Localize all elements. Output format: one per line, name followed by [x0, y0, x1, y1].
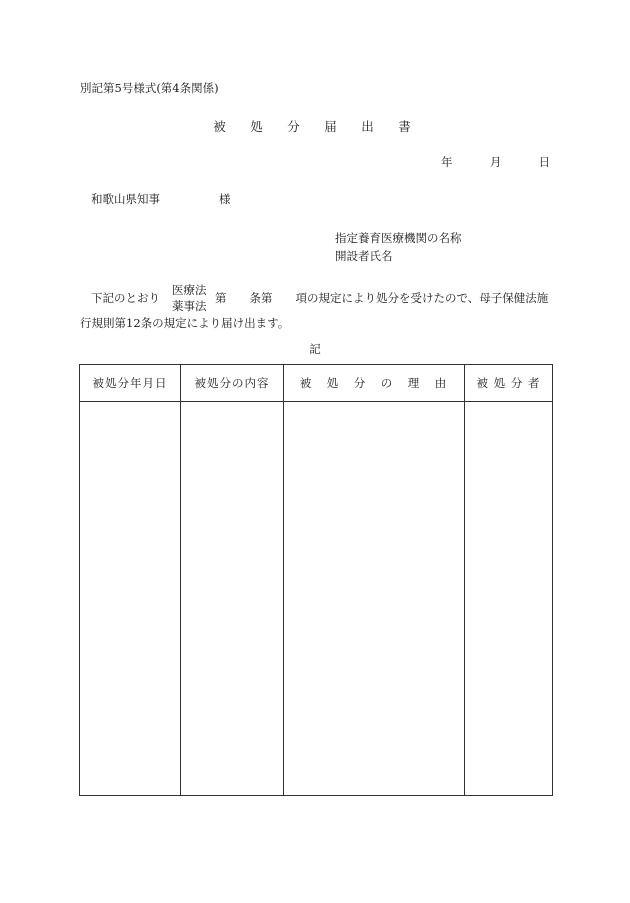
form-number: 別記第5号様式(第4条関係): [80, 81, 219, 95]
header-disposed-person: 被 処 分 者: [465, 365, 553, 402]
header-disposition-reason: 被 処 分 の 理 由: [284, 365, 465, 402]
cell-content[interactable]: [181, 402, 284, 796]
addressee-honorific: 様: [219, 192, 231, 206]
law-option-pharma: 薬事法: [172, 299, 207, 313]
cell-date[interactable]: [80, 402, 181, 796]
header-disposition-content: 被処分の内容: [181, 365, 284, 402]
body-prefix: 下記のとおり: [91, 291, 160, 305]
cell-reason[interactable]: [284, 402, 465, 796]
header-disposition-date: 被処分年月日: [80, 365, 181, 402]
body-text-line-1: 第 条第 項の規定により処分を受けたので、母子保健法施: [215, 291, 549, 305]
table-row: [80, 402, 553, 796]
table-header-row: [80, 365, 553, 402]
addressee-name: 和歌山県知事: [91, 192, 160, 206]
day-label: 日: [538, 155, 551, 169]
founder-name-label: 開設者氏名: [335, 249, 393, 263]
ki-heading: 記: [309, 342, 321, 356]
disposition-table: [79, 364, 553, 796]
year-label: 年: [441, 155, 453, 169]
month-label: 月: [489, 155, 502, 169]
institution-name-label: 指定養育医療機関の名称: [335, 231, 462, 245]
document-title: [0, 121, 630, 134]
body-text-line-2: 行規則第12条の規定により届け出ます。: [80, 316, 290, 330]
document-title-text: 被 処 分 届 出 書: [213, 119, 417, 134]
cell-person[interactable]: [465, 402, 553, 796]
law-option-medical: 医療法: [172, 283, 207, 297]
date-line: [441, 157, 550, 169]
